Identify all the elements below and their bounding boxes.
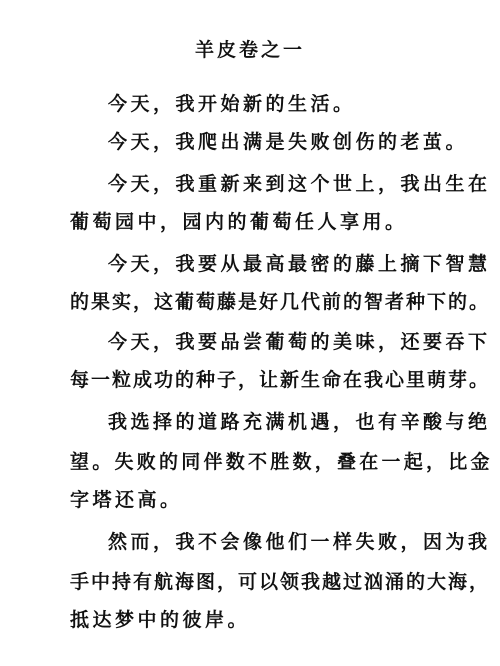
document-title: 羊皮卷之一 [194, 39, 305, 61]
paragraph-3-line-2: 葡萄园中，园内的葡萄任人享用。 [70, 211, 408, 233]
paragraph-3-line-1: 今天，我重新来到这个世上，我出生在 [108, 173, 491, 195]
paragraph-7-line-2: 手中持有航海图，可以领我越过汹涌的大海， [70, 571, 491, 593]
paragraph-4-line-2: 的果实，这葡萄藤是好几代前的智者种下的。 [70, 291, 491, 313]
paragraph-6-line-2: 望。失败的同伴数不胜数，叠在一起，比金 [70, 451, 493, 473]
paragraph-5-line-1: 今天，我要品尝葡萄的美味，还要吞下 [108, 331, 491, 353]
paragraph-2-line-1: 今天，我爬出满是失败创伤的老茧。 [108, 131, 469, 153]
paragraph-6-line-1: 我选择的道路充满机遇，也有辛酸与绝 [108, 411, 491, 433]
paragraph-7-line-1: 然而，我不会像他们一样失败，因为我 [108, 531, 491, 553]
paragraph-7-line-3: 抵达梦中的彼岸。 [70, 609, 251, 631]
paragraph-5-line-2: 每一粒成功的种子，让新生命在我心里萌芽。 [70, 369, 491, 391]
paragraph-6-line-3: 字塔还高。 [70, 489, 183, 511]
paragraph-1-line-1: 今天，我开始新的生活。 [108, 93, 356, 115]
paragraph-4-line-1: 今天，我要从最高最密的藤上摘下智慧 [108, 253, 491, 275]
